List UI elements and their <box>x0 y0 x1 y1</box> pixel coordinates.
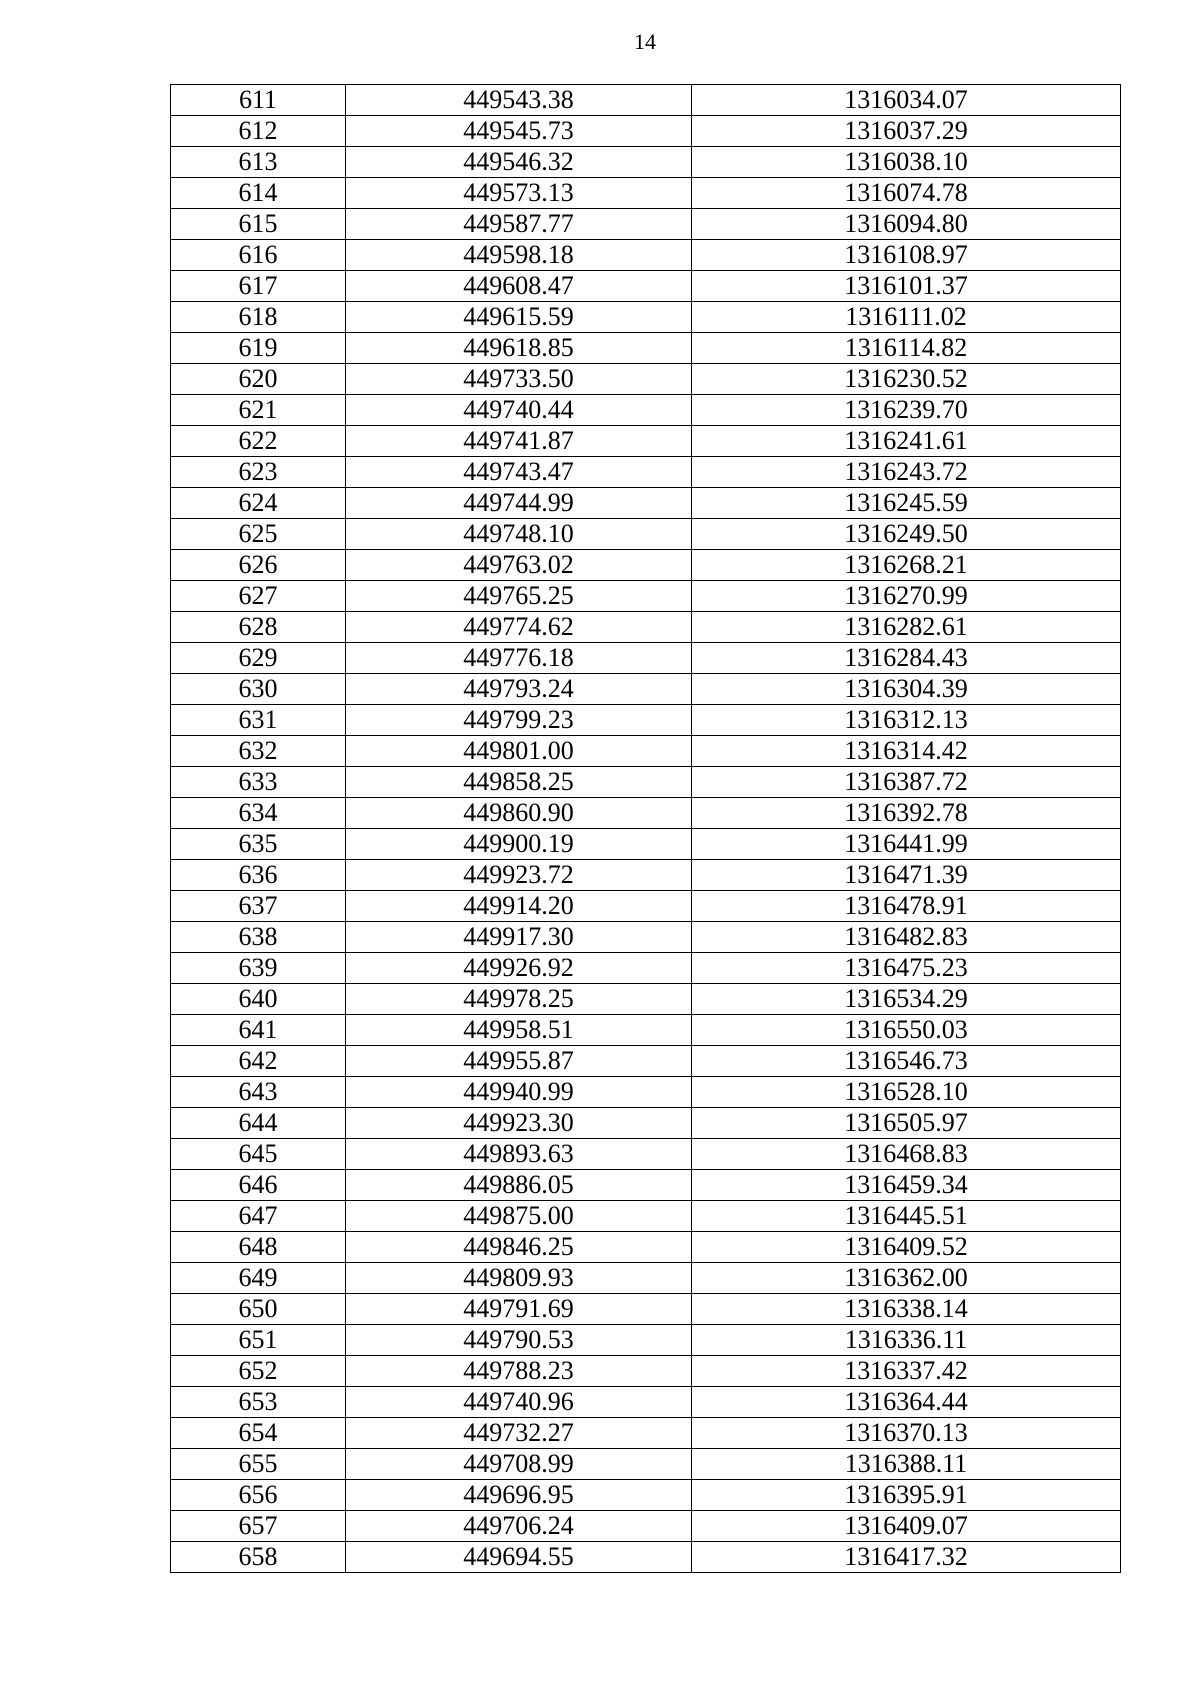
x-coordinate-cell: 449923.30 <box>346 1108 692 1139</box>
y-coordinate-cell: 1316482.83 <box>692 922 1121 953</box>
point-number-cell: 648 <box>171 1232 346 1263</box>
x-coordinate-cell: 449923.72 <box>346 860 692 891</box>
point-number-cell: 640 <box>171 984 346 1015</box>
x-coordinate-cell: 449743.47 <box>346 457 692 488</box>
x-coordinate-cell: 449573.13 <box>346 178 692 209</box>
y-coordinate-cell: 1316505.97 <box>692 1108 1121 1139</box>
table-row <box>171 240 1121 271</box>
point-number-cell: 645 <box>171 1139 346 1170</box>
table-row <box>171 1418 1121 1449</box>
x-coordinate-cell: 449788.23 <box>346 1356 692 1387</box>
x-coordinate-cell: 449900.19 <box>346 829 692 860</box>
point-number-cell: 642 <box>171 1046 346 1077</box>
x-coordinate-cell: 449598.18 <box>346 240 692 271</box>
y-coordinate-cell: 1316337.42 <box>692 1356 1121 1387</box>
y-coordinate-cell: 1316392.78 <box>692 798 1121 829</box>
y-coordinate-cell: 1316387.72 <box>692 767 1121 798</box>
point-number-cell: 652 <box>171 1356 346 1387</box>
y-coordinate-cell: 1316245.59 <box>692 488 1121 519</box>
y-coordinate-cell: 1316364.44 <box>692 1387 1121 1418</box>
point-number-cell: 653 <box>171 1387 346 1418</box>
point-number-cell: 625 <box>171 519 346 550</box>
point-number-cell: 647 <box>171 1201 346 1232</box>
y-coordinate-cell: 1316528.10 <box>692 1077 1121 1108</box>
x-coordinate-cell: 449801.00 <box>346 736 692 767</box>
table-row <box>171 1263 1121 1294</box>
table-row <box>171 798 1121 829</box>
x-coordinate-cell: 449940.99 <box>346 1077 692 1108</box>
table-row <box>171 426 1121 457</box>
y-coordinate-cell: 1316037.29 <box>692 116 1121 147</box>
point-number-cell: 635 <box>171 829 346 860</box>
y-coordinate-cell: 1316534.29 <box>692 984 1121 1015</box>
point-number-cell: 638 <box>171 922 346 953</box>
y-coordinate-cell: 1316338.14 <box>692 1294 1121 1325</box>
table-row <box>171 519 1121 550</box>
point-number-cell: 624 <box>171 488 346 519</box>
x-coordinate-cell: 449776.18 <box>346 643 692 674</box>
point-number-cell: 630 <box>171 674 346 705</box>
table-row <box>171 1325 1121 1356</box>
x-coordinate-cell: 449708.99 <box>346 1449 692 1480</box>
x-coordinate-cell: 449733.50 <box>346 364 692 395</box>
y-coordinate-cell: 1316241.61 <box>692 426 1121 457</box>
point-number-cell: 644 <box>171 1108 346 1139</box>
x-coordinate-cell: 449618.85 <box>346 333 692 364</box>
table-row <box>171 612 1121 643</box>
y-coordinate-cell: 1316304.39 <box>692 674 1121 705</box>
x-coordinate-cell: 449799.23 <box>346 705 692 736</box>
y-coordinate-cell: 1316475.23 <box>692 953 1121 984</box>
point-number-cell: 622 <box>171 426 346 457</box>
x-coordinate-cell: 449809.93 <box>346 1263 692 1294</box>
x-coordinate-cell: 449893.63 <box>346 1139 692 1170</box>
point-number-cell: 614 <box>171 178 346 209</box>
point-number-cell: 637 <box>171 891 346 922</box>
table-row <box>171 922 1121 953</box>
x-coordinate-cell: 449886.05 <box>346 1170 692 1201</box>
point-number-cell: 621 <box>171 395 346 426</box>
x-coordinate-cell: 449748.10 <box>346 519 692 550</box>
point-number-cell: 656 <box>171 1480 346 1511</box>
point-number-cell: 649 <box>171 1263 346 1294</box>
table-row <box>171 1387 1121 1418</box>
point-number-cell: 631 <box>171 705 346 736</box>
y-coordinate-cell: 1316362.00 <box>692 1263 1121 1294</box>
y-coordinate-cell: 1316395.91 <box>692 1480 1121 1511</box>
table-row <box>171 1542 1121 1573</box>
x-coordinate-cell: 449860.90 <box>346 798 692 829</box>
table-row <box>171 1046 1121 1077</box>
point-number-cell: 627 <box>171 581 346 612</box>
point-number-cell: 619 <box>171 333 346 364</box>
x-coordinate-cell: 449615.59 <box>346 302 692 333</box>
point-number-cell: 623 <box>171 457 346 488</box>
y-coordinate-cell: 1316282.61 <box>692 612 1121 643</box>
point-number-cell: 628 <box>171 612 346 643</box>
table-row <box>171 85 1121 116</box>
table-row <box>171 1170 1121 1201</box>
y-coordinate-cell: 1316478.91 <box>692 891 1121 922</box>
y-coordinate-cell: 1316312.13 <box>692 705 1121 736</box>
y-coordinate-cell: 1316268.21 <box>692 550 1121 581</box>
point-number-cell: 655 <box>171 1449 346 1480</box>
x-coordinate-cell: 449694.55 <box>346 1542 692 1573</box>
table-row <box>171 302 1121 333</box>
x-coordinate-cell: 449706.24 <box>346 1511 692 1542</box>
page-number: 14 <box>634 29 656 54</box>
x-coordinate-cell: 449740.96 <box>346 1387 692 1418</box>
x-coordinate-cell: 449732.27 <box>346 1418 692 1449</box>
y-coordinate-cell: 1316108.97 <box>692 240 1121 271</box>
x-coordinate-cell: 449608.47 <box>346 271 692 302</box>
x-coordinate-cell: 449917.30 <box>346 922 692 953</box>
x-coordinate-cell: 449858.25 <box>346 767 692 798</box>
point-number-cell: 626 <box>171 550 346 581</box>
x-coordinate-cell: 449774.62 <box>346 612 692 643</box>
table-row <box>171 364 1121 395</box>
y-coordinate-cell: 1316314.42 <box>692 736 1121 767</box>
table-row <box>171 860 1121 891</box>
y-coordinate-cell: 1316417.32 <box>692 1542 1121 1573</box>
point-number-cell: 618 <box>171 302 346 333</box>
table-row <box>171 147 1121 178</box>
point-number-cell: 616 <box>171 240 346 271</box>
y-coordinate-cell: 1316409.07 <box>692 1511 1121 1542</box>
point-number-cell: 617 <box>171 271 346 302</box>
point-number-cell: 646 <box>171 1170 346 1201</box>
point-number-cell: 633 <box>171 767 346 798</box>
point-number-cell: 636 <box>171 860 346 891</box>
table-row <box>171 116 1121 147</box>
x-coordinate-cell: 449744.99 <box>346 488 692 519</box>
point-number-cell: 650 <box>171 1294 346 1325</box>
table-row <box>171 643 1121 674</box>
x-coordinate-cell: 449955.87 <box>346 1046 692 1077</box>
y-coordinate-cell: 1316370.13 <box>692 1418 1121 1449</box>
x-coordinate-cell: 449958.51 <box>346 1015 692 1046</box>
x-coordinate-cell: 449790.53 <box>346 1325 692 1356</box>
y-coordinate-cell: 1316038.10 <box>692 147 1121 178</box>
y-coordinate-cell: 1316239.70 <box>692 395 1121 426</box>
y-coordinate-cell: 1316094.80 <box>692 209 1121 240</box>
y-coordinate-cell: 1316441.99 <box>692 829 1121 860</box>
x-coordinate-cell: 449793.24 <box>346 674 692 705</box>
table-row <box>171 209 1121 240</box>
table-row <box>171 488 1121 519</box>
table-row <box>171 1108 1121 1139</box>
x-coordinate-cell: 449926.92 <box>346 953 692 984</box>
point-number-cell: 629 <box>171 643 346 674</box>
x-coordinate-cell: 449763.02 <box>346 550 692 581</box>
y-coordinate-cell: 1316101.37 <box>692 271 1121 302</box>
table-row <box>171 178 1121 209</box>
point-number-cell: 634 <box>171 798 346 829</box>
x-coordinate-cell: 449543.38 <box>346 85 692 116</box>
y-coordinate-cell: 1316468.83 <box>692 1139 1121 1170</box>
point-number-cell: 612 <box>171 116 346 147</box>
table-row <box>171 581 1121 612</box>
table-row <box>171 550 1121 581</box>
table-row <box>171 1294 1121 1325</box>
x-coordinate-cell: 449741.87 <box>346 426 692 457</box>
point-number-cell: 651 <box>171 1325 346 1356</box>
y-coordinate-cell: 1316471.39 <box>692 860 1121 891</box>
y-coordinate-cell: 1316230.52 <box>692 364 1121 395</box>
x-coordinate-cell: 449875.00 <box>346 1201 692 1232</box>
point-number-cell: 620 <box>171 364 346 395</box>
x-coordinate-cell: 449587.77 <box>346 209 692 240</box>
x-coordinate-cell: 449791.69 <box>346 1294 692 1325</box>
table-row <box>171 1015 1121 1046</box>
x-coordinate-cell: 449978.25 <box>346 984 692 1015</box>
y-coordinate-cell: 1316284.43 <box>692 643 1121 674</box>
y-coordinate-cell: 1316388.11 <box>692 1449 1121 1480</box>
y-coordinate-cell: 1316243.72 <box>692 457 1121 488</box>
point-number-cell: 639 <box>171 953 346 984</box>
point-number-cell: 613 <box>171 147 346 178</box>
point-number-cell: 615 <box>171 209 346 240</box>
table-row <box>171 984 1121 1015</box>
table-row <box>171 829 1121 860</box>
table-row <box>171 1356 1121 1387</box>
table-row <box>171 1449 1121 1480</box>
table-row <box>171 1077 1121 1108</box>
y-coordinate-cell: 1316249.50 <box>692 519 1121 550</box>
table-row <box>171 705 1121 736</box>
y-coordinate-cell: 1316114.82 <box>692 333 1121 364</box>
table-row <box>171 953 1121 984</box>
x-coordinate-cell: 449696.95 <box>346 1480 692 1511</box>
point-number-cell: 658 <box>171 1542 346 1573</box>
table-row <box>171 1511 1121 1542</box>
x-coordinate-cell: 449740.44 <box>346 395 692 426</box>
table-row <box>171 1480 1121 1511</box>
point-number-cell: 641 <box>171 1015 346 1046</box>
table-row <box>171 767 1121 798</box>
y-coordinate-cell: 1316270.99 <box>692 581 1121 612</box>
table-row <box>171 333 1121 364</box>
table-row <box>171 1201 1121 1232</box>
table-row <box>171 395 1121 426</box>
x-coordinate-cell: 449765.25 <box>346 581 692 612</box>
y-coordinate-cell: 1316409.52 <box>692 1232 1121 1263</box>
y-coordinate-cell: 1316074.78 <box>692 178 1121 209</box>
point-number-cell: 654 <box>171 1418 346 1449</box>
y-coordinate-cell: 1316445.51 <box>692 1201 1121 1232</box>
point-number-cell: 611 <box>171 85 346 116</box>
table-row <box>171 891 1121 922</box>
y-coordinate-cell: 1316546.73 <box>692 1046 1121 1077</box>
table-row <box>171 736 1121 767</box>
point-number-cell: 643 <box>171 1077 346 1108</box>
table-row <box>171 1139 1121 1170</box>
y-coordinate-cell: 1316034.07 <box>692 85 1121 116</box>
table-row <box>171 271 1121 302</box>
y-coordinate-cell: 1316550.03 <box>692 1015 1121 1046</box>
coordinates-table-body <box>171 85 1121 1573</box>
y-coordinate-cell: 1316459.34 <box>692 1170 1121 1201</box>
x-coordinate-cell: 449545.73 <box>346 116 692 147</box>
y-coordinate-cell: 1316111.02 <box>692 302 1121 333</box>
table-row <box>171 457 1121 488</box>
table-row <box>171 1232 1121 1263</box>
x-coordinate-cell: 449846.25 <box>346 1232 692 1263</box>
y-coordinate-cell: 1316336.11 <box>692 1325 1121 1356</box>
x-coordinate-cell: 449914.20 <box>346 891 692 922</box>
table-row <box>171 674 1121 705</box>
point-number-cell: 657 <box>171 1511 346 1542</box>
coordinates-table <box>170 84 1121 1573</box>
x-coordinate-cell: 449546.32 <box>346 147 692 178</box>
point-number-cell: 632 <box>171 736 346 767</box>
